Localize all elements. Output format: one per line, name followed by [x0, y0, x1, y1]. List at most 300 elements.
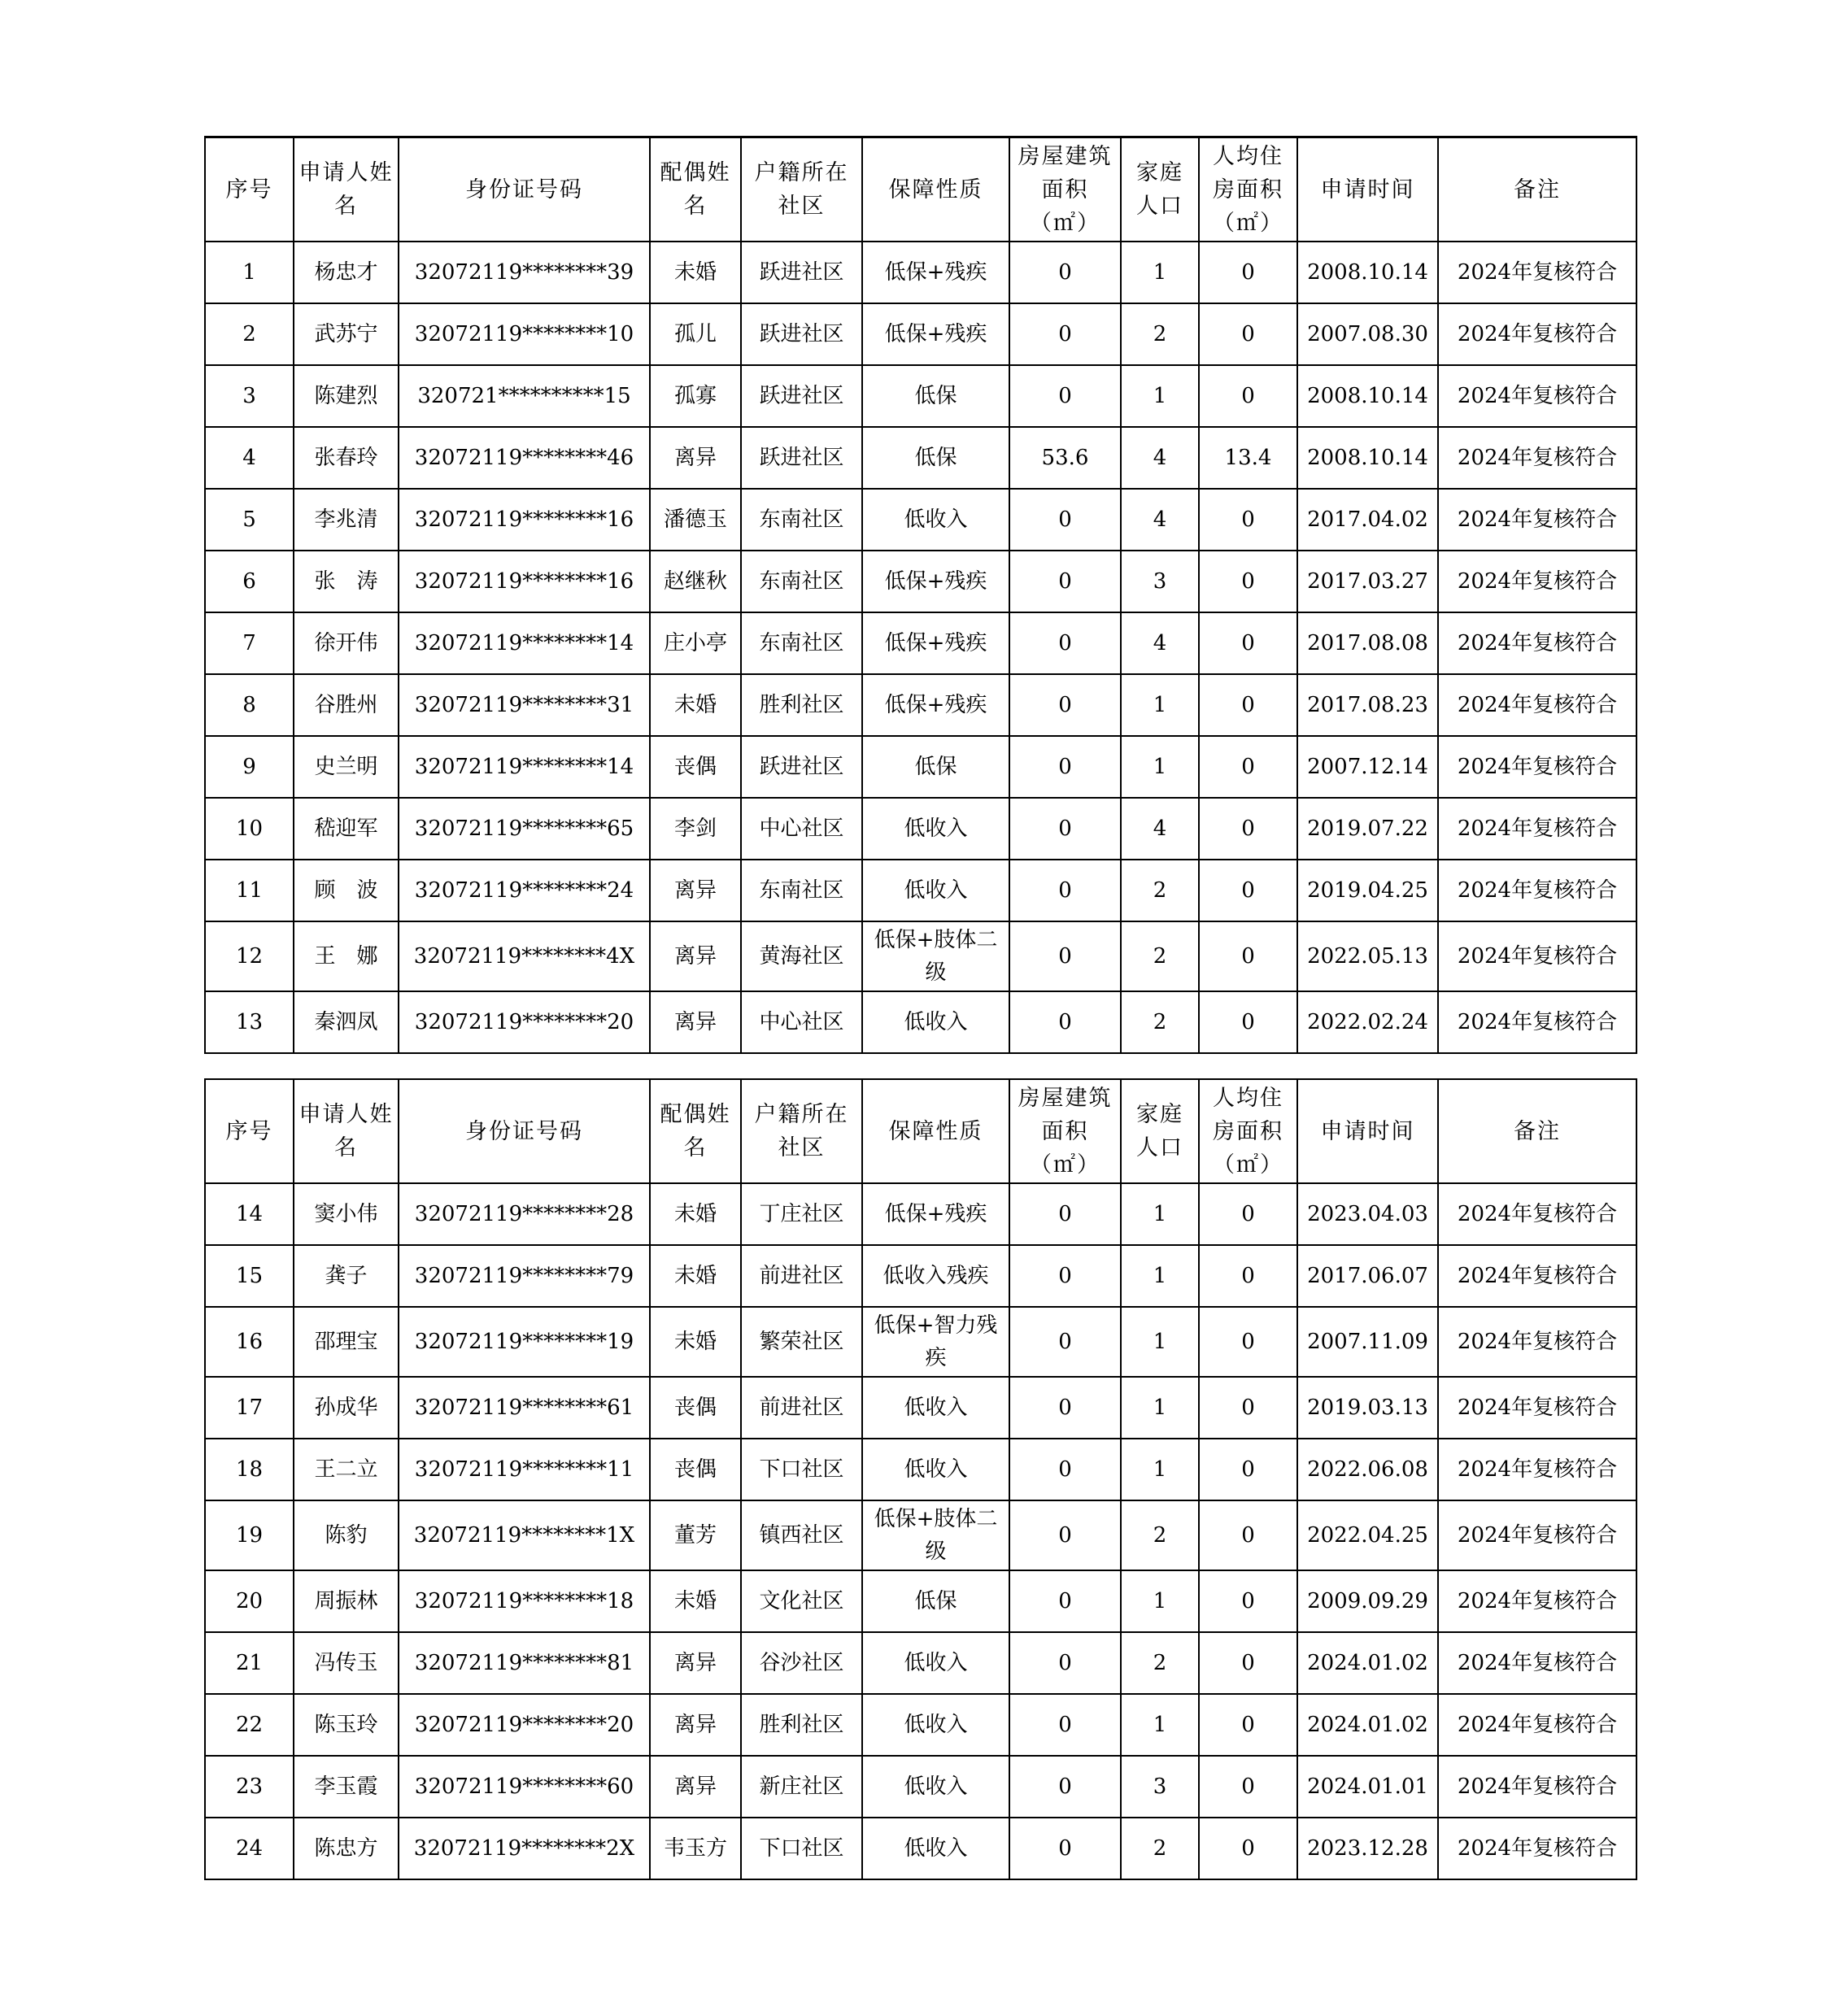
- housing-table-1: [204, 136, 1637, 1054]
- cell-spouse-name: 离异: [650, 1756, 741, 1818]
- cell-per-capita-area: 0: [1199, 1632, 1297, 1694]
- cell-id-number: 32072119********20: [399, 1694, 650, 1756]
- cell-building-area: 0: [1009, 1632, 1121, 1694]
- cell-application-date: 2022.02.24: [1297, 991, 1438, 1053]
- cell-security-type: 低保+残疾: [862, 303, 1009, 365]
- cell-household-size: 1: [1121, 1570, 1199, 1632]
- table-row: [205, 1570, 1636, 1632]
- cell-spouse-name: 未婚: [650, 1570, 741, 1632]
- cell-household-size: 2: [1121, 860, 1199, 921]
- cell-applicant-name: 张春玲: [294, 427, 399, 489]
- cell-remarks: 2024年复核符合: [1438, 612, 1636, 674]
- cell-building-area: 0: [1009, 1500, 1121, 1570]
- cell-community: 跃进社区: [741, 242, 862, 303]
- cell-security-type: 低保: [862, 365, 1009, 427]
- table-row: [205, 1245, 1636, 1307]
- cell-id-number: 32072119********60: [399, 1756, 650, 1818]
- cell-per-capita-area: 0: [1199, 1570, 1297, 1632]
- cell-spouse-name: 潘德玉: [650, 489, 741, 551]
- table-row: [205, 303, 1636, 365]
- cell-per-capita-area: 0: [1199, 921, 1297, 991]
- cell-application-date: 2007.12.14: [1297, 736, 1438, 798]
- cell-per-capita-area: 0: [1199, 1183, 1297, 1245]
- cell-community: 中心社区: [741, 798, 862, 860]
- header-community: 户籍所在社区: [741, 1079, 862, 1183]
- cell-seq: 10: [205, 798, 294, 860]
- cell-security-type: 低收入: [862, 1756, 1009, 1818]
- cell-community: 下口社区: [741, 1818, 862, 1879]
- cell-remarks: 2024年复核符合: [1438, 1632, 1636, 1694]
- cell-building-area: 0: [1009, 1570, 1121, 1632]
- table-header-row: [205, 1079, 1636, 1183]
- cell-household-size: 1: [1121, 674, 1199, 736]
- cell-seq: 8: [205, 674, 294, 736]
- cell-per-capita-area: 0: [1199, 1307, 1297, 1377]
- cell-community: 跃进社区: [741, 303, 862, 365]
- cell-community: 东南社区: [741, 489, 862, 551]
- cell-building-area: 0: [1009, 303, 1121, 365]
- cell-security-type: 低收入: [862, 1694, 1009, 1756]
- cell-building-area: 0: [1009, 1694, 1121, 1756]
- table-row: [205, 612, 1636, 674]
- cell-application-date: 2017.04.02: [1297, 489, 1438, 551]
- cell-security-type: 低保+残疾: [862, 551, 1009, 612]
- cell-applicant-name: 冯传玉: [294, 1632, 399, 1694]
- cell-spouse-name: 未婚: [650, 674, 741, 736]
- housing-table-2: [204, 1078, 1637, 1880]
- cell-id-number: 32072119********19: [399, 1307, 650, 1377]
- cell-community: 前进社区: [741, 1377, 862, 1439]
- cell-building-area: 0: [1009, 242, 1121, 303]
- cell-id-number: 32072119********16: [399, 551, 650, 612]
- table-row: [205, 921, 1636, 991]
- cell-security-type: 低收入: [862, 489, 1009, 551]
- table-row: [205, 1307, 1636, 1377]
- table-header-row: [205, 137, 1636, 242]
- cell-community: 中心社区: [741, 991, 862, 1053]
- cell-seq: 18: [205, 1439, 294, 1500]
- cell-seq: 12: [205, 921, 294, 991]
- cell-remarks: 2024年复核符合: [1438, 427, 1636, 489]
- cell-per-capita-area: 0: [1199, 1694, 1297, 1756]
- cell-security-type: 低保+智力残疾: [862, 1307, 1009, 1377]
- cell-spouse-name: 李剑: [650, 798, 741, 860]
- cell-spouse-name: 未婚: [650, 1183, 741, 1245]
- header-remarks: 备注: [1438, 137, 1636, 242]
- header-applicant-name: 申请人姓名: [294, 1079, 399, 1183]
- cell-security-type: 低保+残疾: [862, 242, 1009, 303]
- cell-application-date: 2024.01.02: [1297, 1694, 1438, 1756]
- cell-security-type: 低保: [862, 1570, 1009, 1632]
- cell-seq: 13: [205, 991, 294, 1053]
- cell-id-number: 32072119********28: [399, 1183, 650, 1245]
- cell-household-size: 1: [1121, 1377, 1199, 1439]
- cell-id-number: 32072119********2X: [399, 1818, 650, 1879]
- cell-seq: 7: [205, 612, 294, 674]
- table-row: [205, 1183, 1636, 1245]
- cell-per-capita-area: 0: [1199, 242, 1297, 303]
- header-building-area: 房屋建筑面积（㎡）: [1009, 1079, 1121, 1183]
- cell-building-area: 0: [1009, 798, 1121, 860]
- header-community: 户籍所在社区: [741, 137, 862, 242]
- cell-application-date: 2007.11.09: [1297, 1307, 1438, 1377]
- cell-seq: 15: [205, 1245, 294, 1307]
- cell-per-capita-area: 0: [1199, 1439, 1297, 1500]
- header-spouse-name: 配偶姓名: [650, 137, 741, 242]
- cell-applicant-name: 李玉霞: [294, 1756, 399, 1818]
- cell-id-number: 32072119********61: [399, 1377, 650, 1439]
- cell-household-size: 1: [1121, 1245, 1199, 1307]
- header-security-type: 保障性质: [862, 1079, 1009, 1183]
- table-row: [205, 1694, 1636, 1756]
- cell-spouse-name: 丧偶: [650, 1439, 741, 1500]
- cell-household-size: 1: [1121, 242, 1199, 303]
- cell-seq: 1: [205, 242, 294, 303]
- cell-security-type: 低收入: [862, 798, 1009, 860]
- cell-per-capita-area: 0: [1199, 991, 1297, 1053]
- header-application-date: 申请时间: [1297, 1079, 1438, 1183]
- cell-seq: 5: [205, 489, 294, 551]
- table-row: [205, 489, 1636, 551]
- cell-remarks: 2024年复核符合: [1438, 1377, 1636, 1439]
- cell-id-number: 32072119********46: [399, 427, 650, 489]
- cell-application-date: 2019.07.22: [1297, 798, 1438, 860]
- header-id-number: 身份证号码: [399, 1079, 650, 1183]
- cell-household-size: 3: [1121, 551, 1199, 612]
- cell-remarks: 2024年复核符合: [1438, 1245, 1636, 1307]
- cell-applicant-name: 杨忠才: [294, 242, 399, 303]
- cell-id-number: 32072119********18: [399, 1570, 650, 1632]
- cell-per-capita-area: 0: [1199, 1818, 1297, 1879]
- cell-application-date: 2008.10.14: [1297, 365, 1438, 427]
- cell-per-capita-area: 0: [1199, 674, 1297, 736]
- cell-building-area: 0: [1009, 489, 1121, 551]
- cell-security-type: 低收入残疾: [862, 1245, 1009, 1307]
- table-row: [205, 1818, 1636, 1879]
- cell-remarks: 2024年复核符合: [1438, 1694, 1636, 1756]
- cell-community: 胜利社区: [741, 1694, 862, 1756]
- cell-spouse-name: 离异: [650, 1632, 741, 1694]
- cell-application-date: 2023.12.28: [1297, 1818, 1438, 1879]
- cell-remarks: 2024年复核符合: [1438, 921, 1636, 991]
- cell-applicant-name: 周振林: [294, 1570, 399, 1632]
- cell-household-size: 1: [1121, 1694, 1199, 1756]
- cell-building-area: 0: [1009, 1756, 1121, 1818]
- header-spouse-name: 配偶姓名: [650, 1079, 741, 1183]
- table-row: [205, 551, 1636, 612]
- cell-remarks: 2024年复核符合: [1438, 303, 1636, 365]
- cell-household-size: 1: [1121, 365, 1199, 427]
- cell-community: 文化社区: [741, 1570, 862, 1632]
- cell-spouse-name: 离异: [650, 427, 741, 489]
- header-id-number: 身份证号码: [399, 137, 650, 242]
- cell-per-capita-area: 0: [1199, 1377, 1297, 1439]
- cell-applicant-name: 陈忠方: [294, 1818, 399, 1879]
- cell-spouse-name: 离异: [650, 991, 741, 1053]
- cell-id-number: 32072119********39: [399, 242, 650, 303]
- cell-seq: 22: [205, 1694, 294, 1756]
- cell-applicant-name: 窦小伟: [294, 1183, 399, 1245]
- cell-spouse-name: 庄小亭: [650, 612, 741, 674]
- table-row: [205, 860, 1636, 921]
- cell-household-size: 4: [1121, 489, 1199, 551]
- cell-application-date: 2017.03.27: [1297, 551, 1438, 612]
- table-row: [205, 365, 1636, 427]
- cell-seq: 16: [205, 1307, 294, 1377]
- cell-applicant-name: 顾 波: [294, 860, 399, 921]
- cell-building-area: 0: [1009, 736, 1121, 798]
- cell-remarks: 2024年复核符合: [1438, 1570, 1636, 1632]
- cell-per-capita-area: 0: [1199, 303, 1297, 365]
- cell-remarks: 2024年复核符合: [1438, 1439, 1636, 1500]
- cell-seq: 20: [205, 1570, 294, 1632]
- cell-community: 下口社区: [741, 1439, 862, 1500]
- cell-spouse-name: 未婚: [650, 242, 741, 303]
- cell-per-capita-area: 0: [1199, 1500, 1297, 1570]
- header-per-capita-area: 人均住房面积（㎡）: [1199, 1079, 1297, 1183]
- cell-security-type: 低保+肢体二级: [862, 1500, 1009, 1570]
- cell-application-date: 2008.10.14: [1297, 427, 1438, 489]
- cell-spouse-name: 韦玉方: [650, 1818, 741, 1879]
- table-row: [205, 1500, 1636, 1570]
- header-per-capita-area: 人均住房面积（㎡）: [1199, 137, 1297, 242]
- cell-per-capita-area: 0: [1199, 1756, 1297, 1818]
- cell-community: 东南社区: [741, 551, 862, 612]
- cell-remarks: 2024年复核符合: [1438, 991, 1636, 1053]
- cell-applicant-name: 邵理宝: [294, 1307, 399, 1377]
- cell-spouse-name: 离异: [650, 921, 741, 991]
- cell-seq: 17: [205, 1377, 294, 1439]
- cell-remarks: 2024年复核符合: [1438, 1307, 1636, 1377]
- cell-id-number: 32072119********10: [399, 303, 650, 365]
- cell-building-area: 0: [1009, 1818, 1121, 1879]
- table-row: [205, 798, 1636, 860]
- cell-building-area: 0: [1009, 921, 1121, 991]
- cell-per-capita-area: 0: [1199, 798, 1297, 860]
- header-household-size: 家庭人口: [1121, 1079, 1199, 1183]
- cell-seq: 11: [205, 860, 294, 921]
- cell-spouse-name: 未婚: [650, 1245, 741, 1307]
- cell-community: 跃进社区: [741, 427, 862, 489]
- cell-seq: 4: [205, 427, 294, 489]
- cell-per-capita-area: 0: [1199, 1245, 1297, 1307]
- cell-security-type: 低收入: [862, 1818, 1009, 1879]
- cell-remarks: 2024年复核符合: [1438, 489, 1636, 551]
- cell-application-date: 2024.01.01: [1297, 1756, 1438, 1818]
- cell-remarks: 2024年复核符合: [1438, 365, 1636, 427]
- cell-spouse-name: 赵继秋: [650, 551, 741, 612]
- cell-application-date: 2024.01.02: [1297, 1632, 1438, 1694]
- cell-per-capita-area: 0: [1199, 365, 1297, 427]
- cell-community: 跃进社区: [741, 736, 862, 798]
- cell-seq: 3: [205, 365, 294, 427]
- cell-security-type: 低收入: [862, 1439, 1009, 1500]
- cell-security-type: 低收入: [862, 860, 1009, 921]
- table-row: [205, 427, 1636, 489]
- cell-id-number: 32072119********16: [399, 489, 650, 551]
- cell-household-size: 1: [1121, 1307, 1199, 1377]
- cell-application-date: 2008.10.14: [1297, 242, 1438, 303]
- cell-application-date: 2017.08.08: [1297, 612, 1438, 674]
- cell-community: 黄海社区: [741, 921, 862, 991]
- cell-household-size: 2: [1121, 303, 1199, 365]
- cell-building-area: 0: [1009, 551, 1121, 612]
- cell-applicant-name: 徐开伟: [294, 612, 399, 674]
- cell-seq: 24: [205, 1818, 294, 1879]
- table-row: [205, 1439, 1636, 1500]
- cell-remarks: 2024年复核符合: [1438, 1756, 1636, 1818]
- cell-spouse-name: 未婚: [650, 1307, 741, 1377]
- table-row: [205, 991, 1636, 1053]
- cell-security-type: 低保+肢体二级: [862, 921, 1009, 991]
- cell-per-capita-area: 0: [1199, 551, 1297, 612]
- header-applicant-name: 申请人姓名: [294, 137, 399, 242]
- cell-id-number: 32072119********14: [399, 736, 650, 798]
- cell-seq: 6: [205, 551, 294, 612]
- cell-id-number: 32072119********24: [399, 860, 650, 921]
- cell-building-area: 0: [1009, 365, 1121, 427]
- cell-building-area: 0: [1009, 1439, 1121, 1500]
- cell-application-date: 2023.04.03: [1297, 1183, 1438, 1245]
- cell-household-size: 4: [1121, 798, 1199, 860]
- cell-community: 前进社区: [741, 1245, 862, 1307]
- cell-application-date: 2019.04.25: [1297, 860, 1438, 921]
- cell-remarks: 2024年复核符合: [1438, 674, 1636, 736]
- cell-per-capita-area: 13.4: [1199, 427, 1297, 489]
- cell-id-number: 32072119********4X: [399, 921, 650, 991]
- cell-spouse-name: 丧偶: [650, 736, 741, 798]
- cell-spouse-name: 离异: [650, 1694, 741, 1756]
- table-row: [205, 1756, 1636, 1818]
- header-household-size: 家庭人口: [1121, 137, 1199, 242]
- cell-building-area: 0: [1009, 1183, 1121, 1245]
- cell-community: 东南社区: [741, 612, 862, 674]
- cell-remarks: 2024年复核符合: [1438, 860, 1636, 921]
- cell-id-number: 32072119********14: [399, 612, 650, 674]
- cell-community: 谷沙社区: [741, 1632, 862, 1694]
- cell-id-number: 32072119********31: [399, 674, 650, 736]
- cell-building-area: 0: [1009, 674, 1121, 736]
- cell-security-type: 低保+残疾: [862, 674, 1009, 736]
- cell-applicant-name: 谷胜州: [294, 674, 399, 736]
- cell-security-type: 低保: [862, 427, 1009, 489]
- cell-per-capita-area: 0: [1199, 612, 1297, 674]
- cell-community: 东南社区: [741, 860, 862, 921]
- cell-per-capita-area: 0: [1199, 860, 1297, 921]
- cell-remarks: 2024年复核符合: [1438, 1818, 1636, 1879]
- cell-application-date: 2019.03.13: [1297, 1377, 1438, 1439]
- cell-id-number: 32072119********81: [399, 1632, 650, 1694]
- cell-application-date: 2017.06.07: [1297, 1245, 1438, 1307]
- cell-community: 新庄社区: [741, 1756, 862, 1818]
- cell-building-area: 0: [1009, 991, 1121, 1053]
- header-remarks: 备注: [1438, 1079, 1636, 1183]
- table-row: [205, 242, 1636, 303]
- cell-applicant-name: 张 涛: [294, 551, 399, 612]
- cell-building-area: 0: [1009, 612, 1121, 674]
- cell-applicant-name: 史兰明: [294, 736, 399, 798]
- cell-community: 跃进社区: [741, 365, 862, 427]
- cell-seq: 9: [205, 736, 294, 798]
- cell-household-size: 4: [1121, 612, 1199, 674]
- header-seq: 序号: [205, 1079, 294, 1183]
- cell-remarks: 2024年复核符合: [1438, 736, 1636, 798]
- cell-remarks: 2024年复核符合: [1438, 1500, 1636, 1570]
- cell-household-size: 2: [1121, 991, 1199, 1053]
- cell-per-capita-area: 0: [1199, 489, 1297, 551]
- table-row: [205, 736, 1636, 798]
- cell-security-type: 低收入: [862, 1632, 1009, 1694]
- cell-community: 镇西社区: [741, 1500, 862, 1570]
- cell-applicant-name: 陈豹: [294, 1500, 399, 1570]
- table-row: [205, 1377, 1636, 1439]
- cell-seq: 14: [205, 1183, 294, 1245]
- table-row: [205, 1632, 1636, 1694]
- cell-household-size: 2: [1121, 1632, 1199, 1694]
- cell-applicant-name: 陈建烈: [294, 365, 399, 427]
- header-building-area: 房屋建筑面积（㎡）: [1009, 137, 1121, 242]
- cell-spouse-name: 离异: [650, 860, 741, 921]
- cell-seq: 23: [205, 1756, 294, 1818]
- cell-seq: 2: [205, 303, 294, 365]
- cell-per-capita-area: 0: [1199, 736, 1297, 798]
- cell-spouse-name: 董芳: [650, 1500, 741, 1570]
- cell-household-size: 2: [1121, 1500, 1199, 1570]
- cell-household-size: 2: [1121, 1818, 1199, 1879]
- cell-id-number: 32072119********1X: [399, 1500, 650, 1570]
- cell-id-number: 32072119********65: [399, 798, 650, 860]
- cell-id-number: 32072119********20: [399, 991, 650, 1053]
- cell-applicant-name: 陈玉玲: [294, 1694, 399, 1756]
- cell-household-size: 2: [1121, 921, 1199, 991]
- cell-community: 繁荣社区: [741, 1307, 862, 1377]
- cell-applicant-name: 王 娜: [294, 921, 399, 991]
- cell-security-type: 低保+残疾: [862, 1183, 1009, 1245]
- cell-id-number: 320721**********15: [399, 365, 650, 427]
- cell-application-date: 2022.04.25: [1297, 1500, 1438, 1570]
- cell-applicant-name: 秦泗凤: [294, 991, 399, 1053]
- cell-application-date: 2017.08.23: [1297, 674, 1438, 736]
- cell-spouse-name: 孤儿: [650, 303, 741, 365]
- cell-community: 丁庄社区: [741, 1183, 862, 1245]
- cell-id-number: 32072119********11: [399, 1439, 650, 1500]
- cell-household-size: 1: [1121, 736, 1199, 798]
- cell-building-area: 0: [1009, 1377, 1121, 1439]
- cell-remarks: 2024年复核符合: [1438, 551, 1636, 612]
- cell-seq: 19: [205, 1500, 294, 1570]
- cell-security-type: 低收入: [862, 1377, 1009, 1439]
- cell-seq: 21: [205, 1632, 294, 1694]
- header-security-type: 保障性质: [862, 137, 1009, 242]
- cell-applicant-name: 孙成华: [294, 1377, 399, 1439]
- header-seq: 序号: [205, 137, 294, 242]
- cell-security-type: 低收入: [862, 991, 1009, 1053]
- cell-application-date: 2022.06.08: [1297, 1439, 1438, 1500]
- cell-application-date: 2007.08.30: [1297, 303, 1438, 365]
- cell-applicant-name: 武苏宁: [294, 303, 399, 365]
- cell-community: 胜利社区: [741, 674, 862, 736]
- cell-building-area: 0: [1009, 1245, 1121, 1307]
- cell-application-date: 2009.09.29: [1297, 1570, 1438, 1632]
- cell-applicant-name: 嵇迎军: [294, 798, 399, 860]
- cell-household-size: 3: [1121, 1756, 1199, 1818]
- cell-household-size: 1: [1121, 1439, 1199, 1500]
- header-application-date: 申请时间: [1297, 137, 1438, 242]
- table-row: [205, 674, 1636, 736]
- cell-building-area: 0: [1009, 1307, 1121, 1377]
- cell-security-type: 低保+残疾: [862, 612, 1009, 674]
- cell-remarks: 2024年复核符合: [1438, 1183, 1636, 1245]
